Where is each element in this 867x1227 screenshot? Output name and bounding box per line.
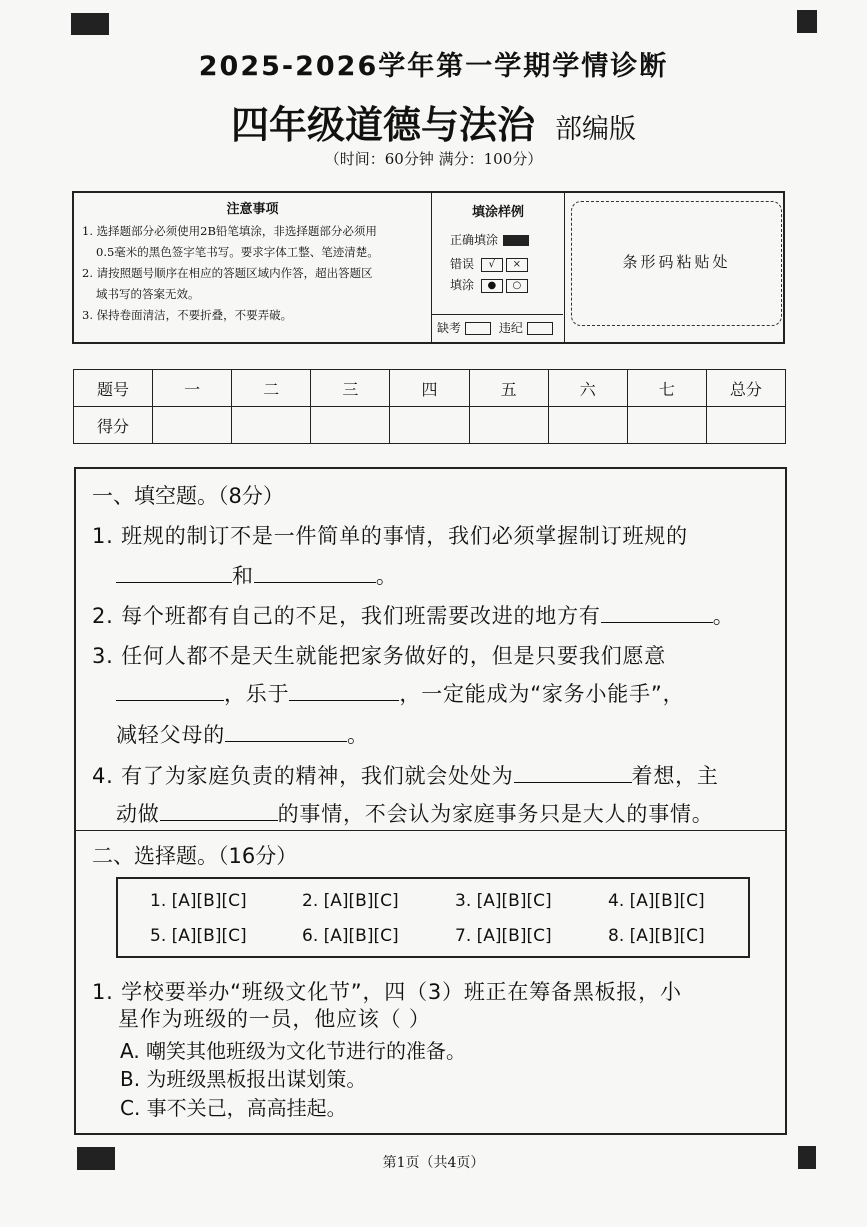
check-box-icon: √: [481, 258, 503, 272]
choice-q1-line1: 1. 学校要举办“班级文化节”，四（3）班正在筹备黑板报，小: [92, 980, 682, 1004]
fill-q4-line1: [92, 760, 719, 790]
score-header-cell: 二: [232, 370, 311, 407]
fill-q1-line2: [116, 560, 398, 590]
score-header-cell: 五: [469, 370, 548, 407]
answer-grid-item[interactable]: 3. [A][B][C]: [455, 891, 552, 911]
score-header-cell: 四: [390, 370, 469, 407]
score-header-cell: 六: [548, 370, 627, 407]
answer-grid-item[interactable]: 7. [A][B][C]: [455, 926, 552, 946]
fill-q3-text-c: ，一定能成为“家务小能手”，: [399, 682, 685, 706]
wrong-fill-row-1: [450, 255, 528, 272]
score-header-cell: 三: [311, 370, 390, 407]
score-cell[interactable]: [311, 407, 390, 444]
answer-blank[interactable]: [225, 721, 347, 742]
time-info: （时间：60分钟 满分：100分）: [324, 150, 543, 168]
answer-blank[interactable]: [289, 680, 399, 701]
option-c: C. 事不关己，高高挂起。: [120, 1096, 347, 1120]
barcode-area: 条形码粘贴处: [571, 201, 782, 326]
score-cell[interactable]: [706, 407, 785, 444]
score-cell[interactable]: [390, 407, 469, 444]
fill-q2-line: [92, 600, 735, 630]
fill-q4-line2: [116, 798, 714, 828]
notice-panel: [74, 193, 432, 342]
fill-q3-line1: 3. 任何人都不是天生就能把家务做好的，但是只要我们愿意: [92, 644, 667, 668]
conjunction-text: 和: [232, 564, 254, 588]
score-table: [73, 369, 786, 444]
fill-q3-line3: [116, 719, 369, 749]
period-text: 。: [375, 564, 398, 588]
subject-heading: [0, 94, 867, 149]
edition-label: 部编版: [555, 114, 636, 145]
option-a: A. 嘲笑其他班级为文化节进行的准备。: [120, 1039, 467, 1063]
cross-box-icon: ×: [506, 258, 528, 272]
option-b: B. 为班级黑板报出谋划策。: [120, 1067, 367, 1091]
correct-fill-row: [450, 231, 529, 248]
choice-q1-line2: 星作为班级的一员，他应该（ ）: [118, 1007, 431, 1031]
score-cell[interactable]: [627, 407, 706, 444]
period-text: 。: [347, 723, 369, 747]
answer-grid-item[interactable]: 5. [A][B][C]: [150, 926, 247, 946]
score-header-cell: 总分: [706, 370, 785, 407]
notice-item-1-cont: 0.5毫米的黑色签字笔书写。要求字体工整、笔迹清楚。: [96, 245, 379, 259]
fill-q3-text-d: 减轻父母的: [116, 723, 225, 747]
info-box: [72, 191, 785, 344]
fill-example-panel: [432, 193, 565, 342]
notice-item-1: 1. 选择题部分必须使用2B铅笔填涂，非选择题部分必须用: [82, 224, 377, 238]
answer-blank[interactable]: [160, 800, 278, 821]
wrong-fill-row-2: [450, 276, 528, 293]
notice-item-2-cont: 域书写的答案无效。: [96, 287, 200, 301]
wrong-fill-label-2: 填涂: [450, 278, 475, 292]
answer-blank[interactable]: [514, 762, 632, 783]
filled-bar-icon: [503, 235, 529, 246]
registration-mark-top-right: [797, 10, 817, 33]
violation-checkbox[interactable]: [527, 322, 553, 335]
score-cell[interactable]: [548, 407, 627, 444]
period-text: 。: [712, 604, 735, 628]
score-header-cell: 七: [627, 370, 706, 407]
section-2-title: 二、选择题。（16分）: [92, 844, 298, 868]
fill-q4-text-b: 着想，主: [631, 764, 719, 788]
exam-title: 2025-2026学年第一学期学情诊断: [198, 51, 669, 82]
score-header-cell: 题号: [74, 370, 153, 407]
fill-q4-text-a: 4. 有了为家庭负责的精神，我们就会处处为: [92, 764, 514, 788]
fill-q2-text: 2. 每个班都有自己的不足，我们班需要改进的地方有: [92, 604, 601, 628]
score-cell[interactable]: [232, 407, 311, 444]
circle-box-icon: ○: [506, 279, 528, 293]
correct-fill-label: 正确填涂: [450, 233, 499, 247]
score-row: [74, 407, 786, 444]
notice-heading: 注意事项: [226, 202, 279, 217]
answer-grid: [116, 877, 750, 958]
absent-violation-row: [432, 314, 563, 342]
fill-q1-line1: 1. 班规的制订不是一件简单的事情，我们必须掌握制订班规的: [92, 524, 688, 548]
fill-example-heading: 填涂样例: [471, 205, 524, 220]
notice-item-2: 2. 请按照题号顺序在相应的答题区域内作答，超出答题区: [82, 266, 373, 280]
answer-grid-item[interactable]: 4. [A][B][C]: [608, 891, 705, 911]
wrong-fill-label: 错误: [450, 257, 475, 271]
answer-blank[interactable]: [254, 562, 376, 583]
subject-title: 四年级道德与法治: [230, 103, 535, 147]
score-cell[interactable]: [153, 407, 232, 444]
fill-q4-text-c: 动做: [116, 802, 160, 826]
violation-label: 违纪: [498, 321, 523, 335]
section-divider: [74, 830, 787, 831]
registration-mark-top-left: [71, 13, 109, 35]
score-cell[interactable]: [469, 407, 548, 444]
answer-blank[interactable]: [116, 680, 224, 701]
answer-grid-item[interactable]: 2. [A][B][C]: [302, 891, 399, 911]
dot-box-icon: ●: [481, 279, 503, 293]
score-row-label: 得分: [74, 407, 153, 444]
absent-label: 缺考: [437, 321, 462, 335]
answer-blank[interactable]: [601, 602, 713, 623]
page-footer: 第1页（共4页）: [382, 1155, 485, 1171]
answer-grid-item[interactable]: 8. [A][B][C]: [608, 926, 705, 946]
section-1-title: 一、填空题。（8分）: [92, 484, 284, 508]
fill-q3-line2: [116, 678, 684, 708]
score-header-cell: 一: [153, 370, 232, 407]
answer-blank[interactable]: [116, 562, 232, 583]
fill-q4-text-d: 的事情，不会认为家庭事务只是大人的事情。: [277, 802, 714, 826]
question-number-row: [74, 370, 786, 407]
answer-grid-item[interactable]: 6. [A][B][C]: [302, 926, 399, 946]
fill-q3-text-b: ，乐于: [224, 682, 290, 706]
answer-grid-item[interactable]: 1. [A][B][C]: [150, 891, 247, 911]
notice-item-3: 3. 保持卷面清洁，不要折叠，不要弄破。: [82, 308, 293, 322]
absent-checkbox[interactable]: [465, 322, 491, 335]
